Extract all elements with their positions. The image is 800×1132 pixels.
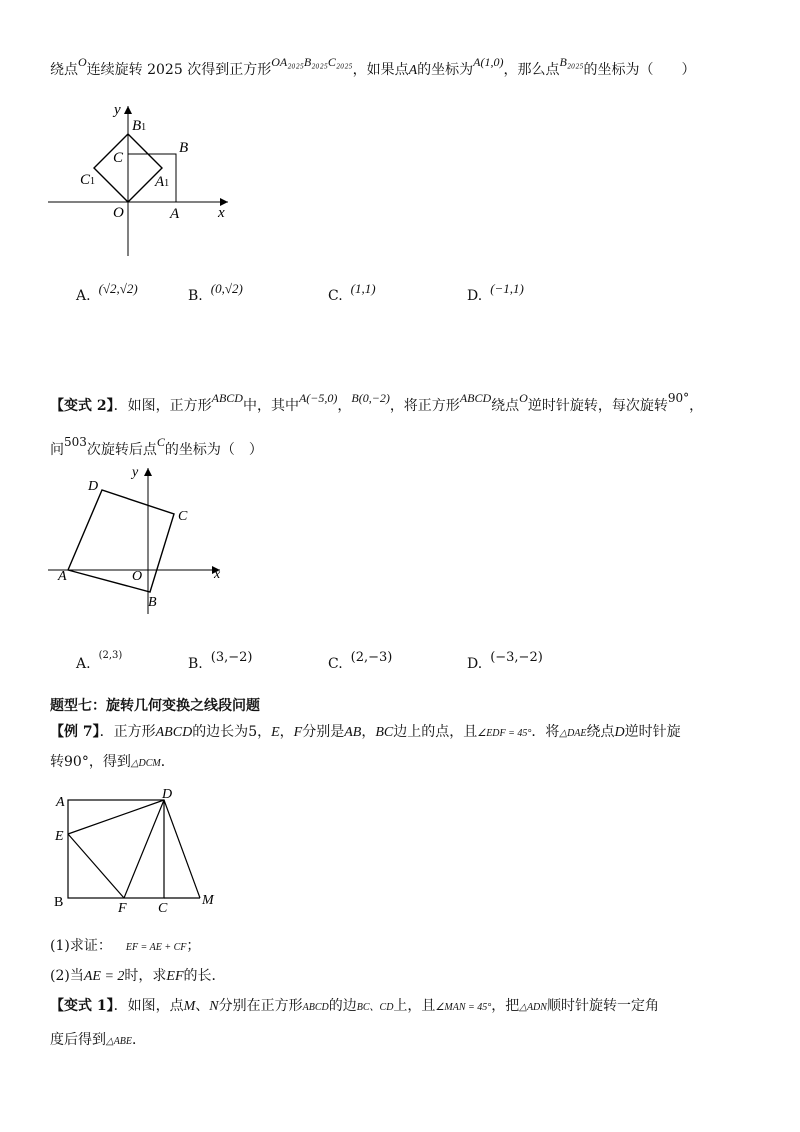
q2-option-b[interactable]: B. (3,−2): [188, 650, 253, 672]
square-abcd: [68, 490, 174, 592]
label-d: D: [162, 787, 173, 802]
label-o: O: [113, 205, 124, 221]
q1-option-d[interactable]: D. (−1,1): [467, 281, 524, 304]
label-a: A: [170, 206, 180, 222]
label-f: F: [118, 901, 127, 914]
q3-stem-line1: 【变式 1】．如图，点M、N分别在正方形ABCD的边BC、CD上，且∠MAN = 45°，把△ADN顺时针旋转一定角: [50, 998, 659, 1014]
label-y: y: [132, 465, 139, 480]
q1-point-a: A: [408, 63, 418, 78]
q2-figure: [40, 462, 240, 617]
label-a1: A1: [155, 174, 170, 190]
q1-option-a[interactable]: A. (√2,√2): [76, 281, 138, 304]
square-abcd: [68, 800, 164, 898]
q2-option-d[interactable]: D. (−3,−2): [467, 650, 543, 672]
label-b: B: [54, 895, 64, 910]
label-d: D: [88, 479, 99, 494]
q1-text: 的坐标为（ ）: [583, 62, 696, 78]
q3-tag: 【变式 1】: [50, 998, 114, 1014]
q1-point-b2025: B₂₀₂₅: [559, 55, 584, 69]
label-b: B: [179, 140, 189, 156]
ex7-tag: 【例 7】: [50, 724, 100, 740]
q1-coord-a: A(1,0): [473, 55, 504, 69]
q1-option-b[interactable]: B. (0,√2): [188, 281, 243, 304]
label-b1: B1: [132, 118, 147, 134]
y-axis-arrow: [124, 106, 132, 114]
label-a: A: [56, 795, 65, 810]
ex7-figure: [50, 784, 230, 914]
segment-fd: [124, 800, 164, 898]
q1-text: ，那么点: [503, 62, 560, 78]
label-a: A: [58, 569, 67, 584]
q2-option-a[interactable]: A.$^{(2,3)}$: [76, 650, 123, 672]
label-b: B: [148, 595, 157, 610]
ex7-stem-line1: 【例 7】．正方形ABCD的边长为5，E，F分别是AB，BC边上的点，且∠EDF = 45°．将△DAE绕点D逆时针旋: [50, 724, 681, 740]
q1-text: ，如果点: [352, 62, 409, 78]
label-x: x: [214, 567, 221, 582]
label-x: x: [218, 205, 225, 221]
label-o: O: [132, 569, 143, 584]
ex7-part1: (1)求证： EF = AE + CF；: [50, 938, 201, 954]
q1-text: 的坐标为: [417, 62, 474, 78]
segment-ed: [68, 800, 164, 834]
q2-stem-line1: 【变式 2】．如图，正方形ABCD中，其中A(−5,0)，B(0,−2)，将正方形ABCD绕点O逆时针旋转，每次旋转90°，: [50, 391, 704, 414]
q2-stem-line2: 问503次旋转后点C的坐标为（ ）: [50, 435, 263, 458]
q1-square-name: OA₂₀₂₅B₂₀₂₅C₂₀₂₅: [271, 55, 353, 69]
y-axis-arrow: [144, 468, 152, 476]
section-title: 题型七：旋转几何变换之线段问题: [50, 698, 260, 714]
label-c1: C1: [80, 172, 96, 188]
ex7-stem-line2: 转90°，得到△DCM．: [50, 754, 175, 770]
q2-tag: 【变式 2】: [50, 398, 114, 414]
q1-option-c[interactable]: C. (1,1): [328, 281, 376, 304]
q1-text: 连续旋转 2025 次得到正方形: [86, 62, 272, 78]
q1-point-o: O: [78, 55, 87, 69]
q1-text: 绕点: [50, 62, 78, 78]
label-c: C: [158, 901, 168, 914]
q1-figure: [40, 98, 240, 258]
q3-stem-line2: 度后得到△ABE．: [50, 1032, 147, 1048]
q1-stem: [50, 55, 696, 81]
label-e: E: [55, 829, 64, 844]
label-y: y: [114, 102, 121, 118]
label-c: C: [113, 150, 124, 166]
q2-option-c[interactable]: C. (2,−3): [328, 650, 393, 672]
label-c: C: [178, 509, 188, 524]
ex7-part2: (2)当AE = 2时，求EF的长．: [50, 968, 226, 984]
label-m: M: [202, 893, 214, 908]
segment-ef: [68, 834, 124, 898]
segment-dm: [164, 800, 200, 898]
